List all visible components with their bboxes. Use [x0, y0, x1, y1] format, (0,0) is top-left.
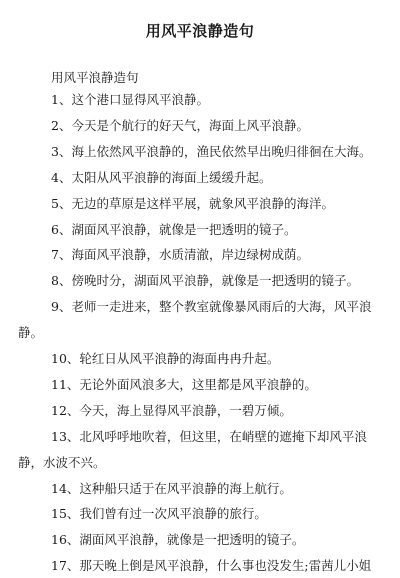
sentence-line: 16、湖面风平浪静，就像是一把透明的镜子。 — [51, 532, 305, 548]
sentence-line: 10、轮红日从风平浪静的海面冉冉升起。 — [51, 351, 280, 366]
page-title: 用风平浪静造句 — [145, 22, 255, 40]
sentence-line: 6、湖面风平浪静，就像是一把透明的镜子。 — [51, 221, 297, 237]
sentence-line: 7、海面风平浪静，水质清澈，岸边绿树成荫。 — [51, 247, 309, 263]
sentence-line: 14、这种船只适于在风平浪静的海上航行。 — [51, 480, 292, 496]
sentence-line: 1、这个港口显得风平浪静。 — [51, 92, 209, 107]
sentence-continuation: 静，水波不兴。 — [18, 454, 106, 470]
sentence-line: 5、无边的草原是这样平展，就象风平浪静的海洋。 — [51, 195, 334, 211]
sentence-line: 3、海上依然风平浪静的，渔民依然早出晚归徘徊在大海。 — [51, 143, 372, 159]
document-subtitle: 用风平浪静造句 — [51, 70, 139, 85]
sentence-line: 8、傍晚时分，湖面风平浪静，就像是一把透明的镜子。 — [51, 273, 359, 289]
sentence-continuation: 静。 — [18, 325, 44, 341]
sentence-line: 11、无论外面风浪多大，这里都是风平浪静的。 — [51, 376, 317, 392]
sentence-line: 9、老师一走进来，整个教室就像暴风雨后的大海，风平浪 — [51, 299, 372, 315]
sentence-line: 12、今天，海上显得风平浪静，一碧万倾。 — [51, 402, 292, 418]
sentence-line: 15、我们曾有过一次风平浪静的旅行。 — [51, 506, 267, 522]
sentence-line: 4、太阳从风平浪静的海面上缓缓升起。 — [51, 169, 272, 185]
sentence-line: 13、北风呼呼地吹着，但这里，在峭壁的遮掩下却风平浪 — [51, 428, 367, 444]
sentence-line: 2、今天是个航行的好天气，海面上风平浪静。 — [51, 117, 309, 133]
sentence-line: 17、那天晚上倒是风平浪静，什么事也没发生;雷茜儿小姐 — [51, 558, 372, 574]
